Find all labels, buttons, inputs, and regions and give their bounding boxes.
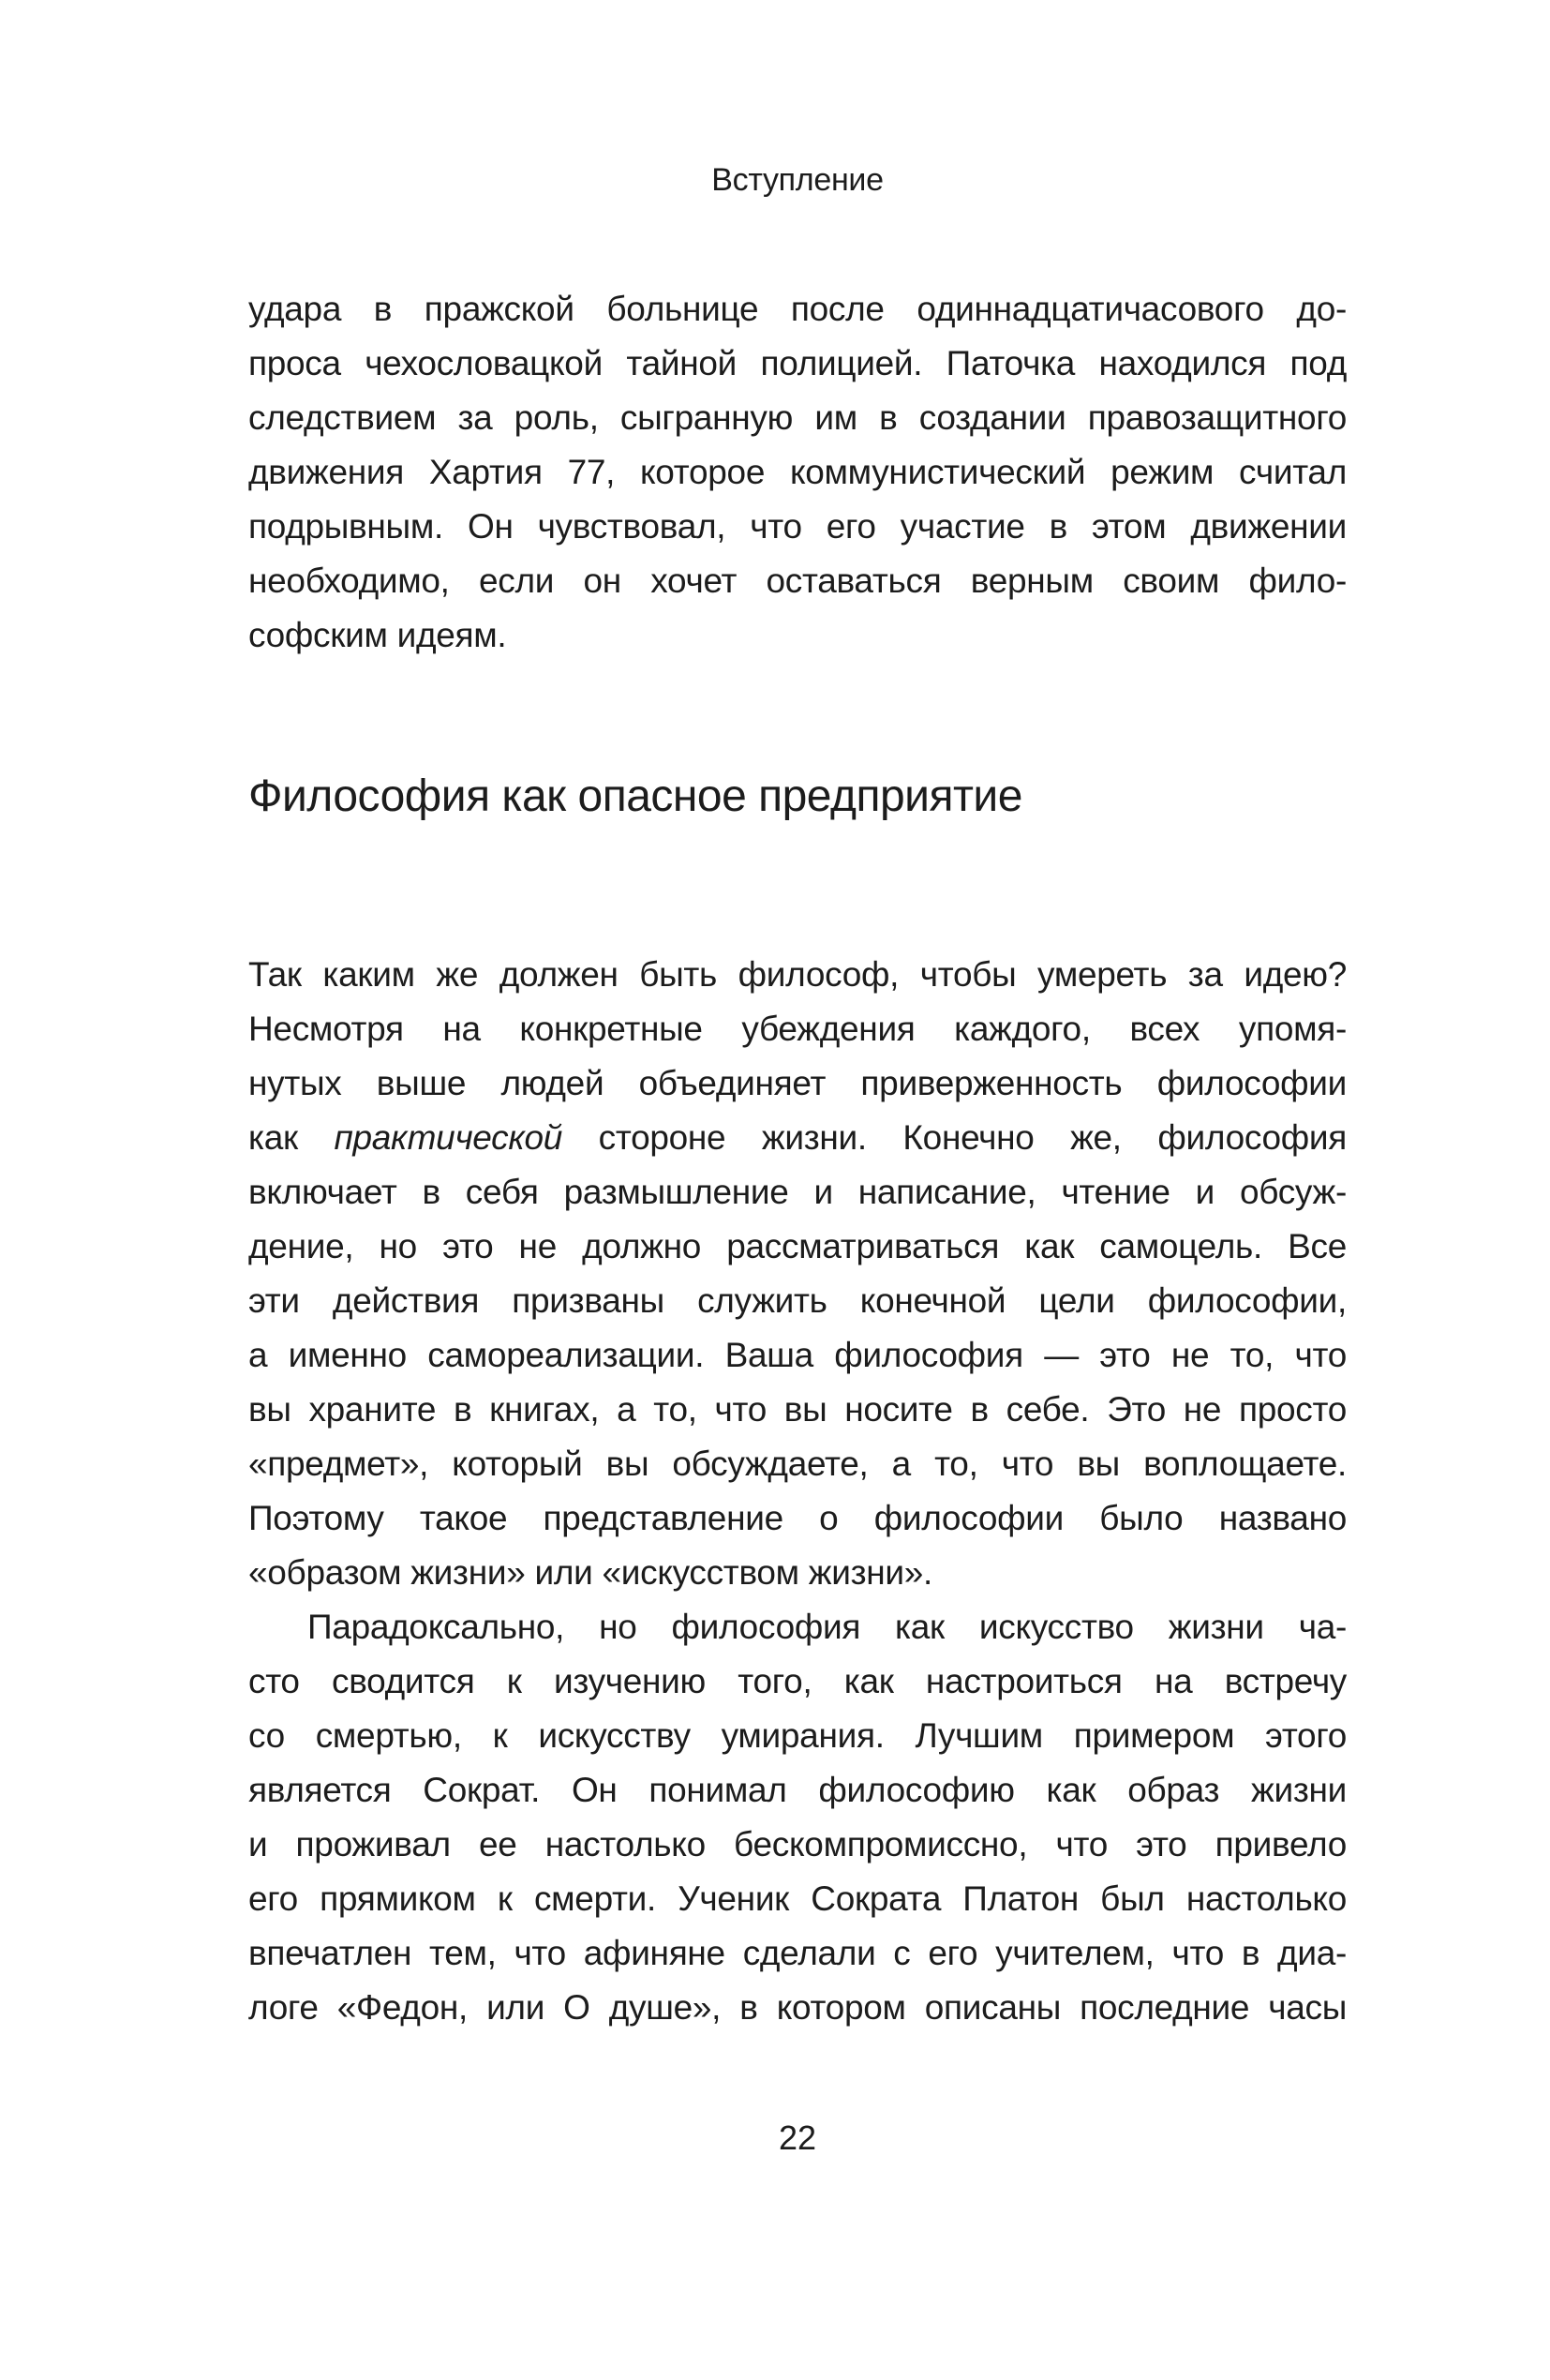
intro-paragraph bbox=[248, 282, 1347, 663]
italic-text-segment: практической bbox=[334, 1118, 563, 1157]
text-line: Несмотря на конкретные убеждения каждого, всех упомя- bbox=[248, 1010, 1347, 1048]
section-body bbox=[248, 948, 1347, 2035]
text-line: впечатлен тем, что афиняне сделали с его учителем, что в диа- bbox=[248, 1934, 1347, 1972]
text-line bbox=[248, 1111, 1347, 1165]
text-line: Парадоксально, но философия как искусство жизни ча- bbox=[307, 1608, 1347, 1646]
text-line: со смертью, к искусству умирания. Лучшим примером этого bbox=[248, 1716, 1347, 1755]
running-head: Вступление bbox=[711, 162, 884, 198]
text-line: следствием за роль, сыгранную им в создании правозащитного bbox=[248, 398, 1347, 437]
text-line: а именно самореализации. Ваша философия — это не то, что bbox=[248, 1336, 1347, 1374]
text-line: является Сократ. Он понимал философию как образ жизни bbox=[248, 1771, 1347, 1809]
text-line: и проживал ее настолько бескомпромиссно, что это привело bbox=[248, 1825, 1347, 1864]
text-line: софским идеям. bbox=[248, 616, 507, 654]
text-line: дение, но это не должно рассматриваться как самоцель. Все bbox=[248, 1227, 1347, 1265]
page-number: 22 bbox=[778, 2118, 817, 2157]
text-line: Так каким же должен быть философ, чтобы умереть за идею? bbox=[248, 955, 1347, 994]
text-line: логе «Федон, или О душе», в котором описаны последние часы bbox=[248, 1988, 1347, 2027]
text-line: необходимо, если он хочет оставаться верным своим фило- bbox=[248, 561, 1347, 600]
text-line: «предмет», который вы обсуждаете, а то, что вы воплощаете. bbox=[248, 1444, 1347, 1483]
text-segment: как bbox=[248, 1118, 335, 1157]
section-heading: Философия как опасное предприятие bbox=[248, 771, 1022, 821]
text-line: сто сводится к изучению того, как настроиться на встречу bbox=[248, 1662, 1347, 1700]
text-line: эти действия призваны служить конечной цели философии, bbox=[248, 1281, 1347, 1320]
text-line: движения Хартия 77, которое коммунистический режим считал bbox=[248, 453, 1347, 491]
text-line: нутых выше людей объединяет приверженность философии bbox=[248, 1064, 1347, 1102]
text-line: «образом жизни» или «искусством жизни». bbox=[248, 1553, 933, 1592]
text-line: удара в пражской больнице после одиннадцатичасового до- bbox=[248, 290, 1347, 328]
text-line: Поэтому такое представление о философии было названо bbox=[248, 1499, 1347, 1537]
text-line: подрывным. Он чувствовал, что его участие в этом движении bbox=[248, 507, 1347, 546]
text-line: включает в себя размышление и написание, чтение и обсуж- bbox=[248, 1173, 1347, 1211]
text-line: проса чехословацкой тайной полицией. Паточка находился под bbox=[248, 344, 1347, 382]
text-line: его прямиком к смерти. Ученик Сократа Платон был настолько bbox=[248, 1879, 1347, 1918]
text-line: вы храните в книгах, а то, что вы носите в себе. Это не просто bbox=[248, 1390, 1347, 1429]
text-segment: стороне жизни. Конечно же, философия bbox=[562, 1118, 1347, 1157]
